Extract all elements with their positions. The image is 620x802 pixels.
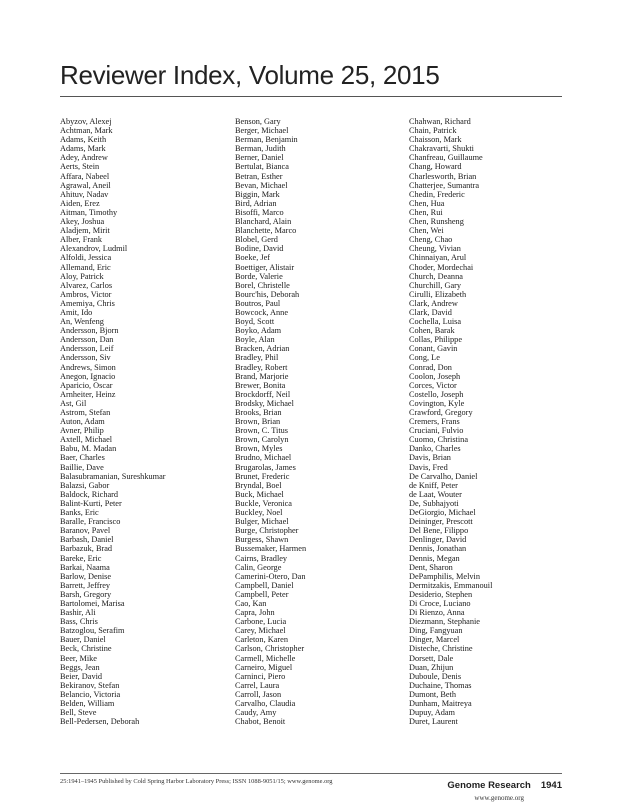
reviewer-name: Andersson, Leif bbox=[60, 344, 114, 354]
reviewer-name: Cohen, Barak bbox=[409, 326, 455, 336]
reviewer-name: Aladjem, Mirit bbox=[60, 226, 110, 236]
reviewer-name: Blanchard, Alain bbox=[235, 217, 292, 227]
reviewer-name: Aparicio, Oscar bbox=[60, 380, 113, 390]
reviewer-name: Cairns, Bradley bbox=[235, 553, 288, 563]
reviewer-name: Choder, Mordechai bbox=[409, 262, 474, 272]
reviewer-name: Andersson, Dan bbox=[60, 335, 114, 345]
reviewer-name: Ding, Fangyuan bbox=[409, 626, 463, 636]
reviewer-name: Bisoffi, Marco bbox=[235, 207, 284, 217]
reviewer-name: Deininger, Prescott bbox=[409, 517, 473, 527]
reviewer-name: Dunham, Maitreya bbox=[409, 699, 472, 708]
reviewer-name: Chanfreau, Guillaume bbox=[409, 153, 483, 163]
reviewer-name: Arnheiter, Heinz bbox=[60, 389, 116, 399]
reviewer-name: Aerts, Stein bbox=[60, 162, 100, 172]
reviewer-name: Collas, Philippe bbox=[409, 335, 463, 345]
reviewer-name: Betran, Esther bbox=[235, 171, 283, 181]
reviewer-name: Baldock, Richard bbox=[60, 489, 119, 499]
reviewer-name: Agrawal, Aneil bbox=[60, 180, 111, 190]
reviewer-name: Clark, David bbox=[409, 307, 452, 317]
reviewer-name: Chen, Runsheng bbox=[409, 217, 464, 227]
reviewer-name: Bradley, Robert bbox=[235, 362, 288, 372]
reviewer-name: Bussemaker, Harmen bbox=[235, 544, 307, 554]
page-number: 1941 bbox=[540, 780, 562, 791]
reviewer-name: de Laat, Wouter bbox=[409, 489, 462, 499]
reviewer-name: Batzoglou, Serafim bbox=[60, 626, 125, 636]
reviewer-name: Balint-Kurti, Peter bbox=[60, 498, 122, 508]
reviewer-name: Danko, Charles bbox=[409, 444, 461, 454]
reviewer-name: Di Croce, Luciano bbox=[409, 598, 471, 608]
reviewer-name: Duchaine, Thomas bbox=[409, 680, 472, 690]
reviewer-name: Brockdorff, Neil bbox=[235, 389, 291, 399]
reviewer-name: Cirulli, Elizabeth bbox=[409, 289, 467, 299]
reviewer-name: Carroll, Jason bbox=[235, 689, 282, 699]
reviewer-name: Carneiro, Miguel bbox=[235, 662, 293, 672]
reviewer-name: Chinnaiyan, Arul bbox=[409, 253, 467, 263]
reviewer-name: Borel, Christelle bbox=[235, 280, 290, 290]
reviewer-name: Baer, Charles bbox=[60, 453, 105, 463]
reviewer-name: Conrad, Don bbox=[409, 362, 452, 372]
page-title: Reviewer Index, Volume 25, 2015 bbox=[60, 60, 440, 90]
journal-name: Genome Research bbox=[447, 780, 531, 791]
reviewer-name: de Kniff, Peter bbox=[409, 480, 458, 490]
reviewer-name: Brown, Myles bbox=[235, 444, 283, 454]
reviewer-name: Chaisson, Mark bbox=[409, 135, 462, 145]
reviewer-name: Biggin, Mark bbox=[235, 189, 280, 199]
reviewer-column-3 bbox=[409, 117, 579, 726]
reviewer-name: Andrews, Simon bbox=[60, 362, 116, 372]
reviewer-name: Bodine, David bbox=[235, 244, 284, 254]
reviewer-name: Aiden, Erez bbox=[60, 198, 100, 208]
title-divider bbox=[60, 96, 562, 97]
reviewer-name: Barlow, Denise bbox=[60, 571, 112, 581]
reviewer-name: Bauer, Daniel bbox=[60, 635, 106, 645]
reviewer-name: Del Bene, Filippo bbox=[409, 526, 469, 536]
reviewer-name: Bell-Pedersen, Deborah bbox=[60, 717, 140, 727]
reviewer-name: DePamphilis, Melvin bbox=[409, 571, 480, 581]
reviewer-name: Bourc'his, Deborah bbox=[235, 289, 300, 299]
reviewer-name: Cheng, Chao bbox=[409, 235, 453, 245]
reviewer-name: Dennis, Megan bbox=[409, 553, 460, 563]
reviewer-name: DeGiorgio, Michael bbox=[409, 508, 476, 518]
reviewer-name: Di Rienzo, Anna bbox=[409, 608, 465, 618]
reviewer-name: Brand, Marjorie bbox=[235, 371, 289, 381]
reviewer-name: Avner, Philip bbox=[60, 426, 104, 436]
reviewer-name: Carbone, Lucia bbox=[235, 617, 287, 627]
reviewer-name: Dennis, Jonathan bbox=[409, 544, 467, 554]
reviewer-name: Church, Deanna bbox=[409, 271, 463, 281]
reviewer-name: Berger, Michael bbox=[235, 126, 289, 136]
reviewer-name: De, Subhajyoti bbox=[409, 498, 459, 508]
reviewer-name: Capra, John bbox=[235, 608, 275, 618]
reviewer-name: Belden, William bbox=[60, 699, 115, 708]
reviewer-name: Aloy, Patrick bbox=[60, 271, 104, 281]
reviewer-name: Dermitzakis, Emmanouil bbox=[409, 580, 493, 590]
reviewer-name: Berman, Benjamin bbox=[235, 135, 298, 145]
reviewer-name: Adams, Keith bbox=[60, 135, 107, 145]
reviewer-name: Dinger, Marcel bbox=[409, 635, 460, 645]
reviewer-name: Crawford, Gregory bbox=[409, 408, 473, 417]
reviewer-name: Cheung, Vivian bbox=[409, 244, 461, 254]
reviewer-name: Axtell, Michael bbox=[60, 435, 113, 445]
reviewer-name: Buck, Michael bbox=[235, 489, 284, 499]
reviewer-name: Brunet, Frederic bbox=[235, 471, 290, 481]
reviewer-name: Blanchette, Marco bbox=[235, 226, 297, 236]
reviewer-column-2 bbox=[235, 117, 405, 726]
reviewer-name: Chain, Patrick bbox=[409, 126, 457, 136]
reviewer-name: Beer, Mike bbox=[60, 653, 97, 663]
reviewer-name: Baralle, Francisco bbox=[60, 517, 121, 527]
reviewer-name: Carninci, Piero bbox=[235, 671, 286, 681]
reviewer-name: Achtman, Mark bbox=[60, 126, 113, 136]
reviewer-name: Dumont, Beth bbox=[409, 689, 457, 699]
reviewer-name: Boyle, Alan bbox=[235, 335, 275, 345]
reviewer-name: Brown, C. Titus bbox=[235, 426, 289, 436]
reviewer-name: Chabot, Benoit bbox=[235, 717, 286, 727]
reviewer-name: Disteche, Christine bbox=[409, 644, 473, 654]
reviewer-name: Andersson, Siv bbox=[60, 353, 111, 363]
reviewer-name: Boeke, Jef bbox=[235, 253, 271, 263]
reviewer-name: Bareke, Eric bbox=[60, 553, 102, 563]
reviewer-name: Amemiya, Chris bbox=[60, 298, 115, 308]
reviewer-name: Brown, Brian bbox=[235, 417, 281, 427]
reviewer-name: Covington, Kyle bbox=[409, 398, 465, 408]
reviewer-name: Boyko, Adam bbox=[235, 326, 282, 336]
reviewer-name: Duboule, Denis bbox=[409, 671, 462, 681]
reviewer-name: Carmell, Michelle bbox=[235, 653, 296, 663]
reviewer-name: Aitman, Timothy bbox=[60, 207, 118, 217]
reviewer-name: Chen, Rui bbox=[409, 207, 443, 217]
journal-footer bbox=[447, 775, 562, 802]
reviewer-name: Carleton, Karen bbox=[235, 635, 288, 645]
reviewer-name: Chang, Howard bbox=[409, 162, 462, 172]
reviewer-name: Chedin, Frederic bbox=[409, 189, 465, 199]
reviewer-name: Cremers, Frans bbox=[409, 417, 460, 427]
reviewer-name: Camerini-Otero, Dan bbox=[235, 571, 306, 581]
reviewer-name: Brewer, Bonita bbox=[235, 380, 286, 390]
reviewer-name: Calin, George bbox=[235, 562, 282, 572]
reviewer-name: Balasubramanian, Sureshkumar bbox=[60, 471, 166, 481]
reviewer-name: Cruciani, Fulvio bbox=[409, 426, 464, 436]
reviewer-name: Astrom, Stefan bbox=[60, 408, 111, 417]
reviewer-name: Alvarez, Carlos bbox=[60, 280, 113, 290]
reviewer-name: Benson, Gary bbox=[235, 117, 281, 126]
reviewer-name: Buckle, Veronica bbox=[235, 498, 292, 508]
reviewer-name: Desiderio, Stephen bbox=[409, 589, 473, 599]
reviewer-name: Balazsi, Gabor bbox=[60, 480, 110, 490]
reviewer-name: Carlson, Christopher bbox=[235, 644, 305, 654]
reviewer-name: Carey, Michael bbox=[235, 626, 286, 636]
reviewer-name: Bowcock, Anne bbox=[235, 307, 288, 317]
reviewer-name: Babu, M. Madan bbox=[60, 444, 117, 454]
reviewer-name: Bradley, Phil bbox=[235, 353, 279, 363]
footer-citation: 25:1941–1945 Published by Cold Spring Harbor Laboratory Press; ISSN 1088-9051/15; www.genome.org bbox=[60, 778, 333, 785]
reviewer-name: Duret, Laurent bbox=[409, 717, 458, 727]
reviewer-name: Churchill, Gary bbox=[409, 280, 462, 290]
reviewer-name: Buckley, Noel bbox=[235, 508, 283, 518]
reviewer-name: Barsh, Gregory bbox=[60, 589, 112, 599]
reviewer-name: Diezmann, Stephanie bbox=[409, 617, 480, 627]
reviewer-name: Duan, Zhijun bbox=[409, 662, 454, 672]
reviewer-name: Belancio, Victoria bbox=[60, 689, 121, 699]
reviewer-name: Borde, Valerie bbox=[235, 271, 283, 281]
reviewer-name: Campbell, Daniel bbox=[235, 580, 294, 590]
reviewer-name: Chahwan, Richard bbox=[409, 117, 471, 126]
reviewer-name: Bracken, Adrian bbox=[235, 344, 290, 354]
reviewer-name: Caudy, Amy bbox=[235, 708, 277, 718]
reviewer-name: Alexandrov, Ludmil bbox=[60, 244, 128, 254]
reviewer-name: Cao, Kan bbox=[235, 598, 267, 608]
reviewer-name: Adams, Mark bbox=[60, 144, 106, 154]
reviewer-name: Beier, David bbox=[60, 671, 103, 681]
reviewer-name: Davis, Fred bbox=[409, 462, 448, 472]
reviewer-name: Auton, Adam bbox=[60, 417, 105, 427]
reviewer-name: Bass, Chris bbox=[60, 617, 98, 627]
reviewer-name: Berman, Judith bbox=[235, 144, 286, 154]
reviewer-name: Brown, Carolyn bbox=[235, 435, 289, 445]
reviewer-name: Ast, Gil bbox=[60, 398, 87, 408]
reviewer-name: Boettiger, Alistair bbox=[235, 262, 295, 272]
reviewer-name: Akey, Joshua bbox=[60, 217, 105, 227]
reviewer-name: Bertulat, Bianca bbox=[235, 162, 289, 172]
reviewer-name: Barkai, Naama bbox=[60, 562, 110, 572]
reviewer-name: Denlinger, David bbox=[409, 535, 467, 545]
reviewer-name: Bashir, Ali bbox=[60, 608, 96, 618]
reviewer-name: Clark, Andrew bbox=[409, 298, 458, 308]
reviewer-name: Bell, Steve bbox=[60, 708, 97, 718]
reviewer-name: Berner, Daniel bbox=[235, 153, 284, 163]
reviewer-name: Cuomo, Christina bbox=[409, 435, 469, 445]
reviewer-name: Conant, Gavin bbox=[409, 344, 458, 354]
reviewer-name: Baillie, Dave bbox=[60, 462, 104, 472]
reviewer-name: Alber, Frank bbox=[60, 235, 103, 245]
reviewer-name: Burgess, Shawn bbox=[235, 535, 289, 545]
reviewer-name: Barbazuk, Brad bbox=[60, 544, 113, 554]
reviewer-name: Bartolomei, Marisa bbox=[60, 598, 125, 608]
reviewer-name: Alfoldi, Jessica bbox=[60, 253, 112, 263]
reviewer-name: Allemand, Eric bbox=[60, 262, 111, 272]
reviewer-name: Chen, Hua bbox=[409, 198, 445, 208]
reviewer-name: De Carvalho, Daniel bbox=[409, 471, 478, 481]
reviewer-name: Chakravarti, Shukti bbox=[409, 144, 474, 154]
reviewer-name: Beggs, Jean bbox=[60, 662, 100, 672]
reviewer-name: Blobel, Gerd bbox=[235, 235, 278, 245]
reviewer-name: Carrel, Laura bbox=[235, 680, 280, 690]
reviewer-name: Boyd, Scott bbox=[235, 317, 275, 327]
reviewer-name: Affara, Nabeel bbox=[60, 171, 110, 181]
reviewer-name: Ambros, Victor bbox=[60, 289, 112, 299]
reviewer-name: Boutros, Paul bbox=[235, 298, 281, 308]
reviewer-name: Costello, Joseph bbox=[409, 389, 464, 399]
reviewer-name: Campbell, Peter bbox=[235, 589, 289, 599]
reviewer-name: Baranov, Pavel bbox=[60, 526, 111, 536]
reviewer-name: Adey, Andrew bbox=[60, 153, 108, 163]
reviewer-name: Dupuy, Adam bbox=[409, 708, 456, 718]
reviewer-name: Dorsett, Dale bbox=[409, 653, 454, 663]
reviewer-name: Banks, Eric bbox=[60, 508, 99, 518]
reviewer-name: Barrett, Jeffrey bbox=[60, 580, 111, 590]
reviewer-name: Ahituv, Nadav bbox=[60, 189, 109, 199]
reviewer-name: Cong, Le bbox=[409, 353, 440, 363]
journal-url[interactable]: www.genome.org bbox=[474, 794, 524, 802]
reviewer-name: Amit, Ido bbox=[60, 307, 93, 317]
reviewer-name: Coolon, Joseph bbox=[409, 371, 461, 381]
reviewer-name: Bulger, Michael bbox=[235, 517, 289, 527]
reviewer-name: Charlesworth, Brian bbox=[409, 171, 477, 181]
reviewer-name: Bryndal, Boel bbox=[235, 480, 282, 490]
reviewer-name: Barbash, Daniel bbox=[60, 535, 114, 545]
reviewer-column-1 bbox=[60, 117, 230, 726]
reviewer-name: Burge, Christopher bbox=[235, 526, 299, 536]
reviewer-name: Beck, Christine bbox=[60, 644, 112, 654]
reviewer-name: Andersson, Bjorn bbox=[60, 326, 119, 336]
reviewer-name: Chatterjee, Sumantra bbox=[409, 180, 480, 190]
reviewer-name: Anegon, Ignacio bbox=[60, 371, 116, 381]
reviewer-name: Brugarolas, James bbox=[235, 462, 296, 472]
reviewer-name: Dent, Sharon bbox=[409, 562, 453, 572]
reviewer-name: Carvalho, Claudia bbox=[235, 699, 296, 708]
reviewer-name: Bevan, Michael bbox=[235, 180, 288, 190]
reviewer-name: Brooks, Brian bbox=[235, 408, 282, 417]
reviewer-name: Davis, Brian bbox=[409, 453, 451, 463]
reviewer-name: Bird, Adrian bbox=[235, 198, 277, 208]
reviewer-name: Cochella, Luisa bbox=[409, 317, 462, 327]
reviewer-name: Brodsky, Michael bbox=[235, 398, 294, 408]
footer-divider bbox=[60, 773, 562, 774]
reviewer-name: Brudno, Michael bbox=[235, 453, 292, 463]
reviewer-name: Chen, Wei bbox=[409, 226, 444, 236]
reviewer-name: An, Wenfeng bbox=[60, 317, 104, 327]
reviewer-name: Corces, Victor bbox=[409, 380, 457, 390]
reviewer-name: Bekiranov, Stefan bbox=[60, 680, 120, 690]
reviewer-name: Abyzov, Alexej bbox=[60, 117, 112, 126]
